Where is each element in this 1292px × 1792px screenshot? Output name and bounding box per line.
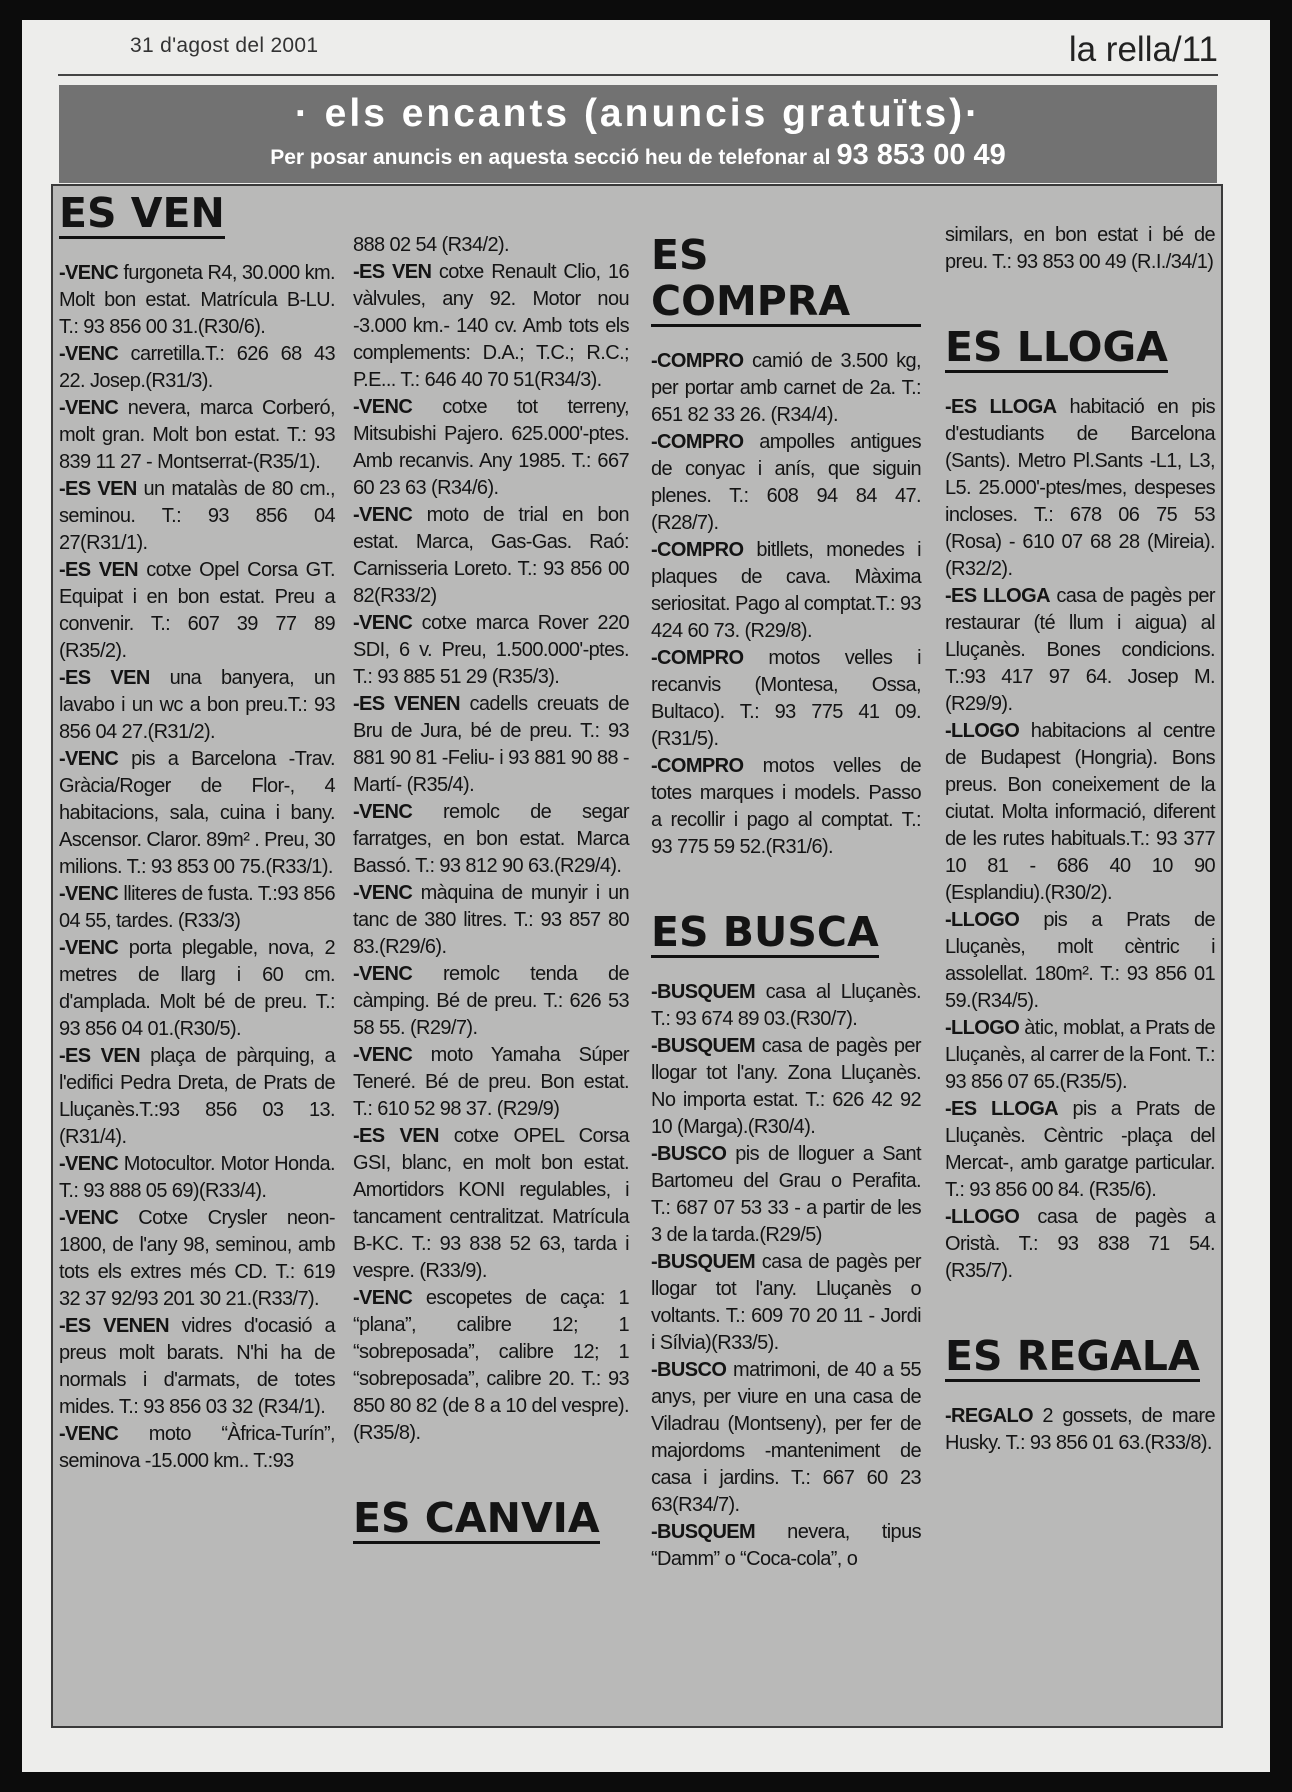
- classified-ad: [59, 1313, 335, 1421]
- ad-text: moto “Àfrica-Turín”, seminova -15.000 km.. T.:93: [59, 1423, 335, 1472]
- ad-text: ampolles antigues de conyac i anís, que siguin plenes. T.: 608 94 84 47. (R28/7).: [651, 431, 921, 534]
- ad-keyword: -ES LLOGA: [945, 1098, 1059, 1120]
- classified-ad: [353, 394, 629, 502]
- classified-ad: [651, 979, 921, 1033]
- ad-keyword: -VENC: [59, 1153, 119, 1175]
- classified-ad: [353, 691, 629, 799]
- classified-ad: [353, 1285, 629, 1447]
- ad-keyword: -BUSQUEM: [651, 1521, 756, 1543]
- ad-keyword: -VENC: [353, 801, 413, 823]
- classified-ad: [945, 222, 1215, 276]
- ad-text: carretilla.T.: 626 68 43 22. Josep.(R31/3).: [59, 343, 335, 392]
- ad-keyword: -LLOGO: [945, 1206, 1020, 1228]
- classified-ad: [945, 718, 1215, 907]
- ad-keyword: -COMPRO: [651, 539, 744, 561]
- classified-ad: [353, 1042, 629, 1123]
- ad-text: cotxe tot terreny, Mitsubishi Pajero. 625.000'-ptes. Amb recanvis. Any 1985. T.: 667 60 23 63 (R34/6).: [353, 396, 629, 499]
- category-heading: [353, 1491, 629, 1545]
- ad-text: casa de pagès per llogar tot l'any. Lluçanès o voltants. T.: 609 70 20 11 - Jordi i Sílvia)(R33/5).: [651, 1251, 921, 1354]
- classified-ad: [353, 502, 629, 610]
- ad-keyword: -BUSQUEM: [651, 981, 756, 1003]
- ad-keyword: -VENC: [353, 1044, 413, 1066]
- section-title: · els encants (anuncis gratuïts)·: [294, 92, 982, 135]
- category-heading: [651, 905, 921, 959]
- classified-ad: [59, 881, 335, 935]
- ad-text: motos velles i recanvis (Montesa, Ossa, Bultaco). T.: 93 775 41 09.(R31/5).: [651, 647, 921, 750]
- ad-text: lliteres de fusta. T.:93 856 04 55, tardes. (R33/3): [59, 883, 335, 932]
- column-1: [59, 186, 335, 1726]
- category-heading: [59, 186, 335, 240]
- ad-keyword: -ES LLOGA: [945, 396, 1057, 418]
- classified-ad: [353, 1123, 629, 1285]
- ad-keyword: -BUSCO: [651, 1143, 727, 1165]
- ad-keyword: -VENC: [353, 504, 413, 526]
- column-2: [353, 186, 629, 1726]
- classified-ad: [945, 1403, 1215, 1457]
- header-rule: [58, 74, 1218, 76]
- column-4: [945, 186, 1215, 1726]
- category-heading: [651, 232, 921, 328]
- contact-phone: 93 853 00 49: [836, 139, 1006, 171]
- ad-keyword: -VENC: [59, 748, 119, 770]
- ad-keyword: -BUSCO: [651, 1359, 727, 1381]
- classified-ad: [59, 341, 335, 395]
- ad-keyword: -REGALO: [945, 1405, 1034, 1427]
- ad-text: cotxe OPEL Corsa GSI, blanc, en molt bon estat. Amortidors KONI regulables, i tancament centralitzat. Matrícula B-KC. T.: 93 838 52 63, tarda i vespre. (R33/9).: [353, 1125, 629, 1282]
- classified-ad: [59, 1421, 335, 1475]
- ad-text: moto Yamaha Súper Teneré. Bé de preu. Bon estat. T.: 610 52 98 37. (R29/9): [353, 1044, 629, 1120]
- classified-ad: [353, 232, 629, 259]
- ad-text: 888 02 54 (R34/2).: [353, 234, 509, 256]
- classified-ad: [651, 348, 921, 429]
- classified-ad: [651, 1033, 921, 1141]
- ad-text: remolc de segar farratges, en bon estat. Marca Bassó. T.: 93 812 90 63.(R29/4).: [353, 801, 629, 877]
- category-heading-text: ES CANVIA: [353, 1494, 600, 1542]
- ad-text: Motocultor. Motor Honda. T.: 93 888 05 69)(R33/4).: [59, 1153, 335, 1202]
- ad-keyword: -LLOGO: [945, 1017, 1020, 1039]
- classified-ad: [651, 1519, 921, 1573]
- classified-ad: [59, 935, 335, 1043]
- classified-ad: [59, 476, 335, 557]
- section-banner: [59, 85, 1217, 183]
- newspaper-page: [22, 20, 1270, 1772]
- classified-ad: [945, 907, 1215, 1015]
- ad-keyword: -BUSQUEM: [651, 1035, 756, 1057]
- ad-text: casa al Lluçanès. T.: 93 674 89 03.(R30/7).: [651, 981, 921, 1030]
- ad-keyword: -VENC: [353, 612, 413, 634]
- classified-ad: [651, 1249, 921, 1357]
- ad-keyword: -VENC: [59, 883, 119, 905]
- classified-ad: [59, 665, 335, 746]
- classified-ad: [59, 746, 335, 881]
- ad-keyword: -VENC: [353, 882, 413, 904]
- ad-text: pis a Prats de Lluçanès. Cèntric -plaça del Mercat-, amb garatge particular. T.: 93 856 00 84. (R35/6).: [945, 1098, 1215, 1201]
- ad-keyword: -LLOGO: [945, 909, 1020, 931]
- classified-ad: [945, 394, 1215, 583]
- classified-ad: [945, 1015, 1215, 1096]
- ad-text: pis de lloguer a Sant Bartomeu del Grau o Perafita. T.: 687 07 53 33 - a partir de les 3 de la tarda.(R29/5): [651, 1143, 921, 1246]
- ad-keyword: -ES VEN: [353, 1125, 439, 1147]
- ad-text: 2 gossets, de mare Husky. T.: 93 856 01 63.(R33/8).: [945, 1405, 1215, 1454]
- ad-keyword: -ES VEN: [59, 1045, 141, 1067]
- ad-text: habitacions al centre de Budapest (Hongria). Bons preus. Bon coneixement de la ciutat. Molta informació, diferent de les rutes habituals.T.: 93 377 10 81 - 686 40 10 90 (Esplandiu).(R30/2).: [945, 720, 1215, 904]
- page-label: la rella/11: [1068, 30, 1218, 69]
- ad-text: moto de trial en bon estat. Marca, Gas-Gas. Raó: Carnisseria Loreto. T.: 93 856 00 82(R33/2): [353, 504, 629, 607]
- ad-text: vidres d'ocasió a preus molt barats. N'hi ha de normals i d'armats, de totes mides. T.: 93 856 03 32 (R34/1).: [59, 1315, 335, 1418]
- ad-keyword: -COMPRO: [651, 350, 744, 372]
- classified-ad: [353, 961, 629, 1042]
- ad-text: porta plegable, nova, 2 metres de llarg i 60 cm. d'amplada. Molt bé de preu. T.: 93 856 04 01.(R30/5).: [59, 937, 335, 1040]
- classified-ad: [651, 429, 921, 537]
- ad-keyword: -BUSQUEM: [651, 1251, 756, 1273]
- ad-text: pis a Barcelona -Trav. Gràcia/Roger de Flor-, 4 habitacions, sala, cuina i bany. Ascensor. Claror. 89m² . Preu, 30 milions. T.: 93 853 00 75.(R33/1).: [59, 748, 335, 878]
- classified-ad: [945, 1204, 1215, 1285]
- ad-text: camió de 3.500 kg, per portar amb carnet de 2a. T.: 651 82 33 26. (R34/4).: [651, 350, 921, 426]
- classified-ad: [945, 583, 1215, 718]
- ad-text: escopetes de caça: 1 “plana”, calibre 12; 1 “sobreposada”, calibre 12; 1 “sobreposada”, calibre 20. T.: 93 850 80 82 (de 8 a 10 del vespre). (R35/8).: [353, 1287, 629, 1444]
- ad-text: cotxe Renault Clio, 16 vàlvules, any 92. Motor nou -3.000 km.- 140 cv. Amb tots els complements: D.A.; T.C.; R.C.; P.E... T.: 646 40 70 51(R34/3).: [353, 261, 629, 391]
- ad-keyword: -VENC: [59, 1207, 119, 1229]
- ad-keyword: -ES VEN: [59, 478, 137, 500]
- classified-ad: [651, 1357, 921, 1519]
- ad-keyword: -ES VEN: [353, 261, 432, 283]
- subtitle-text: Per posar anuncis en aquesta secció heu de telefonar al: [270, 146, 831, 169]
- issue-date: 31 d'agost del 2001: [130, 34, 319, 57]
- ad-keyword: -VENC: [353, 396, 413, 418]
- ad-keyword: -VENC: [59, 343, 119, 365]
- classified-ad: [59, 557, 335, 665]
- column-3: [651, 186, 921, 1726]
- classified-ad: [353, 799, 629, 880]
- ad-text: Cotxe Crysler neon-1800, de l'any 98, seminou, amb tots els extres més CD. T.: 619 32 37 92/93 201 30 21.(R33/7).: [59, 1207, 335, 1310]
- ad-keyword: -ES VENEN: [59, 1315, 170, 1337]
- classified-ad: [353, 259, 629, 394]
- ad-text: habitació en pis d'estudiants de Barcelona (Sants). Metro Pl.Sants -L1, L3, L5. 25.000'-ptes/mes, despeses incloses. T.: 678 06 75 53 (Rosa) - 610 07 68 28 (Mireia). (R32/2).: [945, 396, 1215, 580]
- ad-text: nevera, marca Corberó, molt gran. Molt bon estat. T.: 93 839 11 27 - Montserrat-(R35/1).: [59, 397, 335, 473]
- ad-keyword: -LLOGO: [945, 720, 1020, 742]
- ad-text: casa de pagès per restaurar (té llum i aigua) al Lluçanès. Bones condicions. T.:93 417 97 64. Josep M.(R29/9).: [945, 585, 1215, 715]
- ad-text: nevera, tipus “Damm” o “Coca-cola”, o: [651, 1521, 921, 1570]
- ad-keyword: -ES LLOGA: [945, 585, 1050, 607]
- ad-keyword: -VENC: [353, 963, 413, 985]
- ad-keyword: -VENC: [353, 1287, 413, 1309]
- classified-ad: [651, 537, 921, 645]
- category-heading-text: ES LLOGA: [945, 323, 1168, 371]
- ad-text: cotxe Opel Corsa GT. Equipat i en bon estat. Preu a convenir. T.: 607 39 77 89 (R35/2).: [59, 559, 335, 662]
- classified-ad: [651, 753, 921, 861]
- ad-text: remolc tenda de càmping. Bé de preu. T.: 626 53 58 55. (R29/7).: [353, 963, 629, 1039]
- category-heading: [945, 320, 1215, 374]
- ad-keyword: -VENC: [59, 937, 119, 959]
- ad-text: àtic, moblat, a Prats de Lluçanès, al carrer de la Font. T.: 93 856 07 65.(R35/5).: [945, 1017, 1215, 1093]
- ad-keyword: -VENC: [59, 262, 119, 284]
- classified-ad: [945, 1096, 1215, 1204]
- classified-ad: [59, 260, 335, 341]
- classified-ad: [59, 1151, 335, 1205]
- classified-ad: [59, 1205, 335, 1313]
- ad-keyword: -ES VENEN: [353, 693, 460, 715]
- ad-text: furgoneta R4, 30.000 km. Molt bon estat. Matrícula B-LU. T.: 93 856 00 31.(R30/6).: [59, 262, 335, 338]
- ad-text: un matalàs de 80 cm., seminou. T.: 93 856 04 27(R31/1).: [59, 478, 336, 554]
- category-heading-text: ES BUSCA: [651, 908, 879, 956]
- category-heading-text: ES VEN: [59, 189, 225, 237]
- ad-keyword: -COMPRO: [651, 755, 744, 777]
- ad-text: cadells creuats de Bru de Jura, bé de preu. T.: 93 881 90 81 -Feliu- i 93 881 90 88 -Martí- (R35/4).: [353, 693, 630, 796]
- classified-ad: [353, 610, 629, 691]
- ad-keyword: -VENC: [59, 397, 119, 419]
- ad-text: casa de pagès per llogar tot l'any. Zona Lluçanès. No importa estat. T.: 626 42 92 10 (Marga).(R30/4).: [651, 1035, 921, 1138]
- classified-ad: [651, 1141, 921, 1249]
- classified-ad: [59, 1043, 335, 1151]
- ad-keyword: -COMPRO: [651, 647, 744, 669]
- ad-keyword: -ES VEN: [59, 667, 150, 689]
- ad-text: una banyera, un lavabo i un wc a bon preu.T.: 93 856 04 27.(R31/2).: [59, 667, 335, 743]
- section-subtitle: [59, 137, 1217, 176]
- ad-keyword: -COMPRO: [651, 431, 744, 453]
- ad-text: matrimoni, de 40 a 55 anys, per viure en una casa de Viladrau (Montseny), per fer de majordoms -manteniment de casa i jardins. T.: 667 60 23 63(R34/7).: [651, 1359, 921, 1516]
- classifieds-box: [51, 184, 1223, 1728]
- ad-text: màquina de munyir i un tanc de 380 litres. T.: 93 857 80 83.(R29/6).: [353, 882, 629, 958]
- ad-text: cotxe marca Rover 220 SDI, 6 v. Preu, 1.500.000'-ptes. T.: 93 885 51 29 (R35/3).: [353, 612, 629, 688]
- classified-ad: [59, 395, 335, 476]
- ad-text: bitllets, monedes i plaques de cava. Màxima seriositat. Pago al comptat.T.: 93 424 60 73. (R29/8).: [651, 539, 921, 642]
- ad-text: similars, en bon estat i bé de preu. T.: 93 853 00 49 (R.I./34/1): [945, 224, 1215, 273]
- category-heading-text: ES REGALA: [945, 1332, 1200, 1380]
- category-heading: [945, 1329, 1215, 1383]
- ad-text: casa de pagès a Oristà. T.: 93 838 71 54. (R35/7).: [945, 1206, 1215, 1282]
- ad-keyword: -VENC: [59, 1423, 119, 1445]
- category-heading-text: ES COMPRA: [651, 232, 921, 327]
- ad-text: pis a Prats de Lluçanès, molt cèntric i assolellat. 180m². T.: 93 856 01 59.(R34/5).: [945, 909, 1215, 1012]
- classified-ad: [353, 880, 629, 961]
- ad-text: plaça de pàrquing, a l'edifici Pedra Dreta, de Prats de Lluçanès.T.:93 856 03 13.(R31/4).: [59, 1045, 335, 1148]
- ad-keyword: -ES VEN: [59, 559, 139, 581]
- ad-text: motos velles de totes marques i models. Passo a recollir i pago al comptat. T.: 93 775 59 52.(R31/6).: [651, 755, 921, 858]
- classified-ad: [651, 645, 921, 753]
